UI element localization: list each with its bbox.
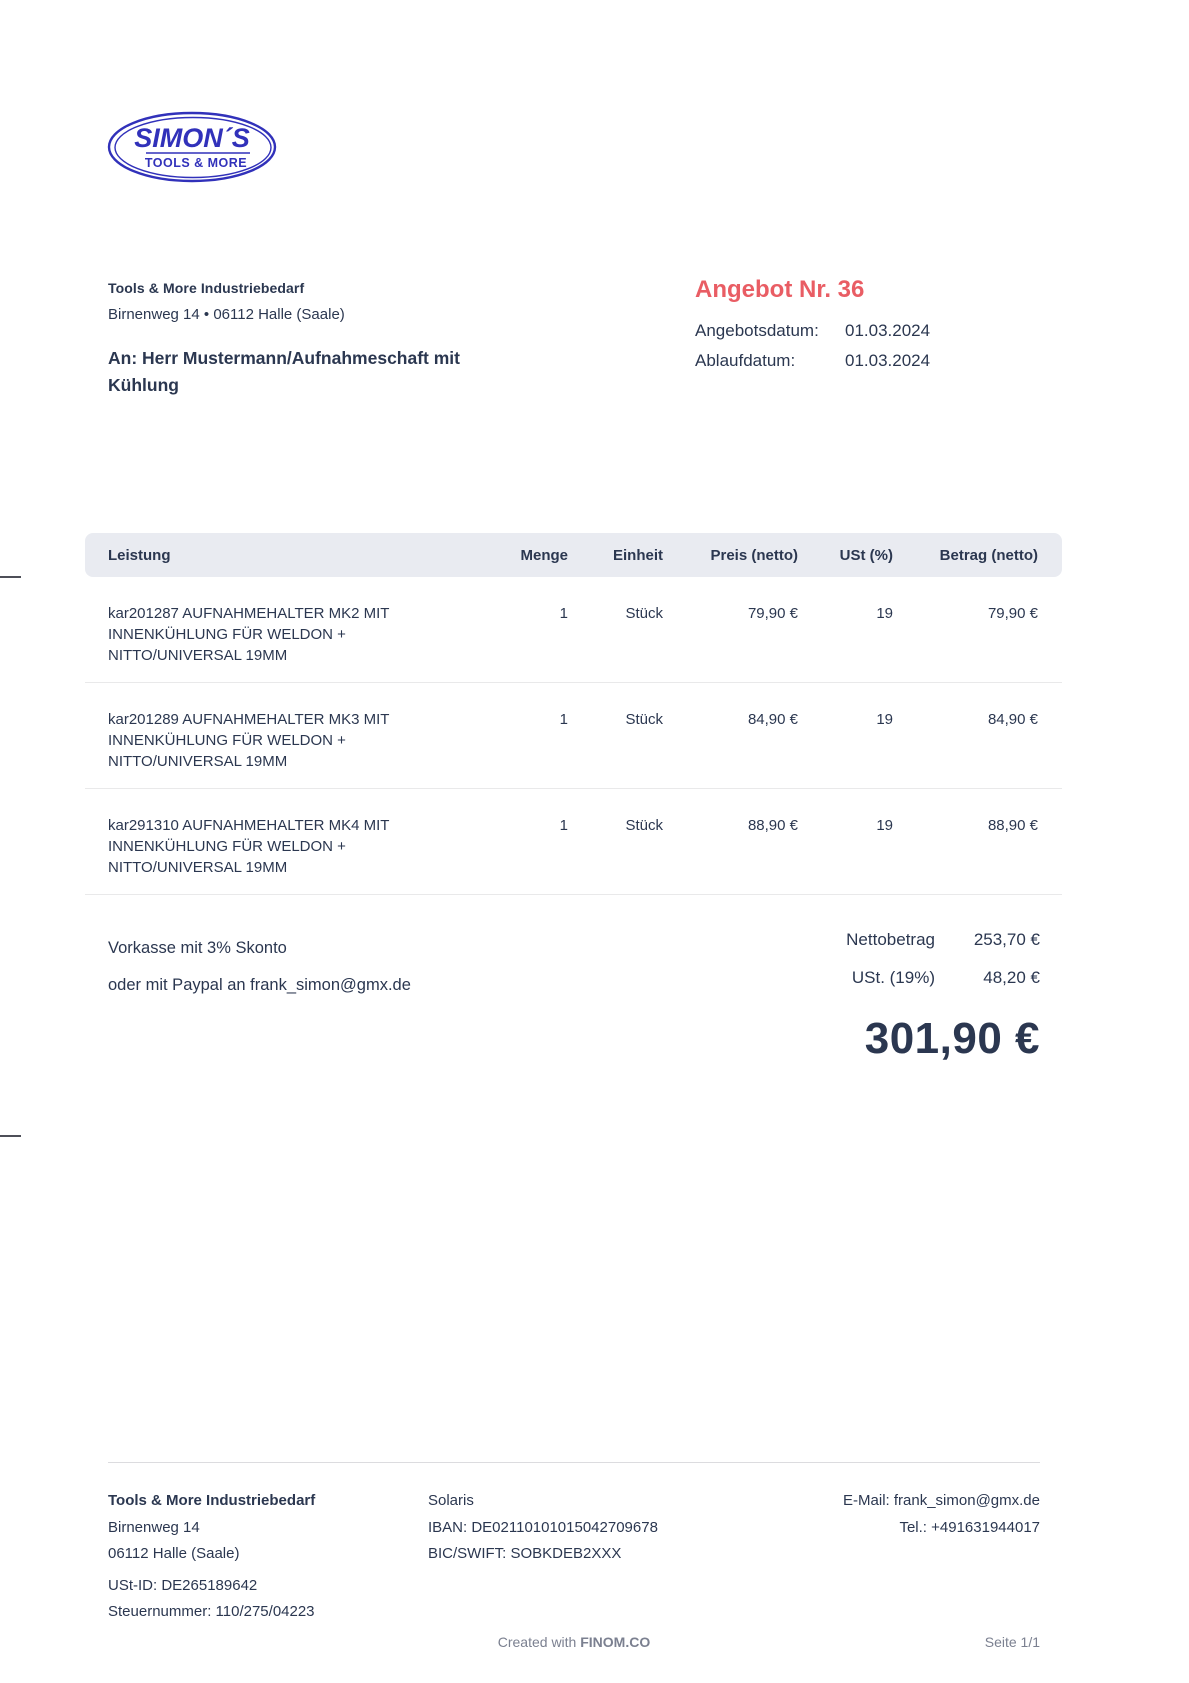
cell-leistung: kar291310 AUFNAHMEHALTER MK4 MIT INNENKÜHLUNG FÜR WELDON + NITTO/UNIVERSAL 19MM <box>108 817 390 876</box>
sender-company: Tools & More Industriebedarf <box>108 280 305 296</box>
fold-mark <box>0 576 21 578</box>
cell-betrag: 84,90 € <box>987 711 1038 728</box>
net-total-label: Nettobetrag <box>846 930 935 949</box>
cell-menge: 1 <box>559 817 568 834</box>
footer-vat-id: USt-ID: DE265189642 <box>108 1576 258 1594</box>
cell-leistung: kar201289 AUFNAHMEHALTER MK3 MIT INNENKÜHLUNG FÜR WELDON + NITTO/UNIVERSAL 19MM <box>108 711 390 770</box>
cell-betrag: 79,90 € <box>987 605 1038 622</box>
offer-dates <box>695 321 1040 371</box>
footer-iban: IBAN: DE02110101015042709678 <box>428 1518 658 1536</box>
vat-label: USt. (19%) <box>851 968 935 987</box>
logo-title: SIMON´S <box>134 123 250 153</box>
footer-bic: BIC/SWIFT: SOBKDEB2XXX <box>428 1545 622 1562</box>
vat-value: 48,20 € <box>983 968 1040 987</box>
footer-contact-column <box>798 1488 1040 1626</box>
table-row <box>85 789 1062 895</box>
cell-betrag: 88,90 € <box>987 817 1038 834</box>
footer-company-city: 06112 Halle (Saale) <box>108 1545 240 1562</box>
cell-einheit: Stück <box>625 817 663 834</box>
cell-leistung: kar201287 AUFNAHMEHALTER MK2 MIT INNENKÜHLUNG FÜR WELDON + NITTO/UNIVERSAL 19MM <box>108 605 390 664</box>
net-total-row <box>720 930 1040 968</box>
column-header-ust: USt (%) <box>839 546 893 564</box>
footer-bank-name: Solaris <box>428 1492 474 1509</box>
payment-note-line2: oder mit Paypal an frank_simon@gmx.de <box>108 976 411 994</box>
payment-note-line1: Vorkasse mit 3% Skonto <box>108 939 287 957</box>
created-with <box>108 1634 1040 1650</box>
offer-date-value: 01.03.2024 <box>845 321 931 340</box>
cell-preis: 79,90 € <box>747 605 798 622</box>
logo-subtitle: TOOLS & MORE <box>144 156 248 170</box>
cell-einheit: Stück <box>625 605 663 622</box>
column-header-preis: Preis (netto) <box>710 546 798 564</box>
sender-address: Birnenweg 14 • 06112 Halle (Saale) <box>108 306 345 323</box>
recipient: An: Herr Mustermann/Aufnahmeschaft mit Kühlung <box>108 348 460 395</box>
net-total-value: 253,70 € <box>973 930 1040 949</box>
table-header-row <box>85 533 1062 577</box>
fold-mark <box>0 1135 21 1137</box>
sender-block <box>108 280 528 399</box>
footer-phone: Tel.: +491631944017 <box>899 1518 1040 1536</box>
footer-company-street: Birnenweg 14 <box>108 1518 200 1536</box>
footer-company-name: Tools & More Industriebedarf <box>108 1492 316 1509</box>
column-header-betrag: Betrag (netto) <box>939 546 1038 564</box>
line-items-table <box>85 533 1062 895</box>
offer-expiry-value: 01.03.2024 <box>845 351 931 370</box>
simons-logo-icon <box>106 110 278 184</box>
cell-ust: 19 <box>876 605 893 622</box>
cell-ust: 19 <box>876 817 893 834</box>
offer-title: Angebot Nr. 36 <box>695 276 865 303</box>
footer-bank-column <box>428 1488 798 1626</box>
footer-email: E-Mail: frank_simon@gmx.de <box>843 1492 1040 1509</box>
table-row <box>85 683 1062 789</box>
page-number: Seite 1/1 <box>984 1634 1040 1650</box>
company-logo <box>106 110 278 189</box>
column-header-einheit: Einheit <box>612 546 663 564</box>
column-header-leistung: Leistung <box>108 546 171 564</box>
offer-meta-block <box>695 276 1040 371</box>
table-row <box>85 577 1062 683</box>
cell-menge: 1 <box>559 605 568 622</box>
summary-section <box>108 930 1040 1064</box>
footer-company-column <box>108 1488 428 1626</box>
column-header-menge: Menge <box>520 546 568 564</box>
offer-expiry-label: Ablaufdatum: <box>695 351 796 370</box>
created-with-brand: FINOM.CO <box>580 1634 651 1650</box>
offer-date-label: Angebotsdatum: <box>695 321 819 340</box>
cell-preis: 84,90 € <box>747 711 798 728</box>
grand-total: 301,90 € <box>864 1014 1040 1063</box>
bottom-bar <box>108 1634 1040 1654</box>
totals-block <box>720 930 1040 1064</box>
page-footer <box>108 1462 1040 1626</box>
cell-preis: 88,90 € <box>747 817 798 834</box>
cell-menge: 1 <box>559 711 568 728</box>
footer-columns <box>108 1488 1040 1626</box>
vat-row <box>720 968 1040 1006</box>
footer-tax-number: Steuernummer: 110/275/04223 <box>108 1603 315 1620</box>
payment-note <box>108 930 411 1064</box>
cell-ust: 19 <box>876 711 893 728</box>
created-with-prefix: Created with <box>497 1634 577 1650</box>
cell-einheit: Stück <box>625 711 663 728</box>
